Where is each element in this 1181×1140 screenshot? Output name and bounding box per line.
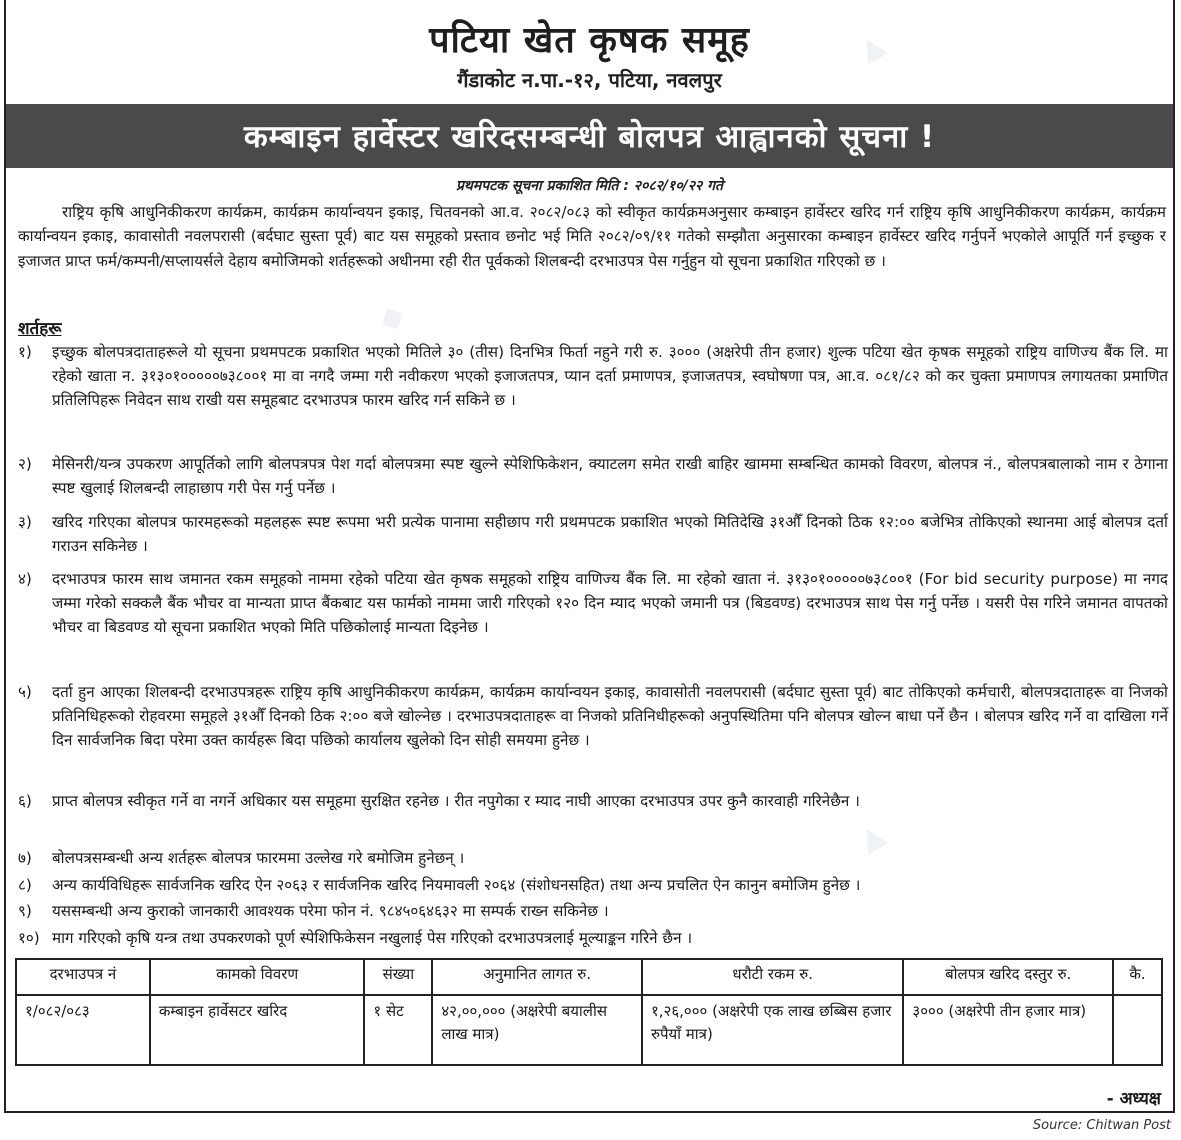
- table-cell: ३००० (अक्षरेपी तीन हजार मात्र): [903, 995, 1113, 1065]
- publish-date-line: प्रथमपटक सूचना प्रकाशित मिति : २०८२/१०/२२ गते: [455, 178, 724, 194]
- term-item: [18, 452, 1168, 500]
- term-item: [18, 899, 1168, 923]
- term-item: [18, 510, 1168, 558]
- term-text: मेसिनरी/यन्त्र उपकरण आपूर्तिको लागि बोलपत्रपत्र पेश गर्दा बोलपत्रमा स्पष्ट खुल्ने स्पेशिफिकेशन, क्याटलग समेत राखी बाहिर खाममा सम्बन्धित कामको विवरण, बोलपत्र नं., बोलपत्रबालाको नाम र ठेगाना स्पष्ट खुलाई शिलबन्दी लाहाछाप गरी पेस गर्नु पर्नेछ ।: [52, 455, 1168, 498]
- term-text: माग गरिएको कृषि यन्त्र तथा उपकरणको पूर्ण स्पेशिफिकेसन नखुलाई पेस गरिएको दरभाउपत्रलाई मूल्याङ्कन गरिने छैन ।: [52, 929, 693, 947]
- term-number: १): [18, 343, 32, 361]
- watermark-shape: ▲: [852, 816, 891, 859]
- source-credit: Source: Chitwan Post: [1032, 1118, 1171, 1133]
- term-text: प्राप्त बोलपत्र स्वीकृत गर्ने वा नगर्ने अधिकार यस समूहमा सुरक्षित रहनेछ । रीत नपुगेका र म्याद नाघी आएका दरभाउपत्र उपर कुनै कारवाही गरिनेछैन ।: [52, 792, 860, 810]
- column-header: अनुमानित लागत रु.: [432, 959, 642, 995]
- term-item: [18, 926, 1168, 950]
- table-cell: १/०८२/०८३: [16, 995, 150, 1065]
- term-text: अन्य कार्यविधिहरू सार्वजनिक खरिद ऐन २०६३ र सार्वजनिक खरिद नियमावली २०६४ (संशोधनसहित) तथा अन्य प्रचलित ऐन कानुन बमोजिम हुनेछ ।: [52, 876, 861, 894]
- notice-frame: [4, 0, 1175, 1113]
- term-item: [18, 567, 1168, 640]
- term-number: ४): [18, 570, 32, 588]
- table-header-row: [16, 959, 1162, 995]
- term-number: ९): [18, 902, 32, 920]
- term-number: २): [18, 455, 32, 473]
- org-name: पटिया खेत कृषक समूह: [429, 20, 750, 61]
- table-cell: ४२,००,००० (अक्षरेपी बयालीस लाख मात्र): [432, 995, 642, 1065]
- term-number: ८): [18, 876, 32, 894]
- terms-heading: शर्तहरू: [18, 319, 62, 339]
- term-text: दरभाउपत्र फारम साथ जमानत रकम समूहको नाममा रहेको पटिया खेत कृषक समूहको राष्ट्रिय वाणिज्य बैंक लि. मा रहेको खाता नं. ३१३०१०००००७३८००१ (For bid security purpose) मा नगद जम्मा गरेको सक्कलै बैंक भौचर वा मान्यता प्राप्त बैंकबाट यस फार्मको नाममा जारी गरिएको १२० दिन म्याद भएको जमानी पत्र (बिडवण्ड) दरभाउपत्र साथ पेस गर्नु पर्नेछ । यसरी पेस गरिने जमानत वापतको भौचर वा बिडवण्ड यो सूचना प्रकाशित भएको मिति पछिकोलाई मान्यता दिइनेछ ।: [52, 570, 1168, 637]
- term-number: ७): [18, 849, 32, 867]
- table-cell: [1113, 995, 1162, 1065]
- term-item: [18, 873, 1168, 897]
- column-header: धरौटी रकम रु.: [642, 959, 903, 995]
- column-header: कामको विवरण: [150, 959, 365, 995]
- column-header: बोलपत्र खरिद दस्तुर रु.: [903, 959, 1113, 995]
- watermark-shape: ▲: [852, 26, 891, 69]
- term-text: खरिद गरिएका बोलपत्र फारमहरूको महलहरू स्पष्ट रूपमा भरी प्रत्येक पानामा सहीछाप गरी प्रथमपटक प्रकाशित भएको मितिदेखि ३१औँ दिनको ठिक १२:०० बजेभित्र तोकिएको स्थानमा आई बोलपत्र दर्ता गराउन सकिनेछ ।: [52, 513, 1168, 556]
- term-item: [18, 680, 1168, 753]
- table-cell: १,२६,००० (अक्षरेपी एक लाख छब्बिस हजार रुपैयाँ मात्र): [642, 995, 903, 1065]
- org-address: गैंडाकोट न.पा.-१२, पटिया, नवलपुर: [457, 68, 722, 92]
- term-number: १०): [18, 929, 40, 947]
- term-item: [18, 340, 1168, 413]
- column-header: दरभाउपत्र नं: [16, 959, 150, 995]
- notice-title: कम्बाइन हार्वेस्टर खरिदसम्बन्धी बोलपत्र आह्वानको सूचना !: [243, 119, 936, 155]
- term-text: इच्छुक बोलपत्रदाताहरूले यो सूचना प्रथमपटक प्रकाशित भएको मितिले ३० (तीस) दिनभित्र फिर्ता नहुने गरी रु. ३००० (अक्षरेपी तीन हजार) शुल्क पटिया खेत कृषक समूहको राष्ट्रिय वाणिज्य बैंक लि. मा रहेको खाता न. ३१३०१०००००७३८००१ मा वा नगदै जम्मा गरी नवीकरण भएको इजाजतपत्र, प्यान दर्ता प्रमाणपत्र, इजाजतपत्र, स्वघोषणा पत्र, आ.व. ०८१/८२ को कर चुक्ता प्रमाणपत्र लगायतका प्रमाणित प्रतिलिपिहरू निवेदन साथ राखी यस समूहबाट दरभाउपत्र फारम खरिद गर्न सकिने छ ।: [52, 343, 1168, 410]
- term-number: ५): [18, 683, 32, 701]
- term-text: यससम्बन्धी अन्य कुराको जानकारी आवश्यक परेमा फोन नं. ९८४५०६४६३२ मा सम्पर्क राख्न सकिनेछ ।: [52, 902, 609, 920]
- table-cell: १ सेट: [364, 995, 432, 1065]
- table-row: [16, 995, 1162, 1065]
- bid-table: [15, 958, 1163, 1066]
- term-text: दर्ता हुन आएका शिलबन्दी दरभाउपत्रहरू राष्ट्रिय कृषि आधुनिकीकरण कार्यक्रम, कार्यक्रम कार्यान्वयन इकाइ, कावासोती नवलपरासी (बर्दघाट सुस्ता पूर्व) बाट तोकिएको कर्मचारी, बोलपत्रदाताहरू वा निजको प्रतिनिधिहरूको रोहवरमा समूहले ३१औँ दिनको ठिक २:०० बजे खोल्नेछ । दरभाउपत्रदाताहरू वा निजको प्रतिनिधीहरूको अनुपस्थितिमा पनि बोलपत्र खोल्न बाधा पर्ने छैन । बोलपत्र खरिद गर्ने वा दाखिला गर्ने दिन सार्वजनिक बिदा परेमा उक्त कार्यहरू बिदा पछिको कार्यालय खुलेको दिन सोही समयमा हुनेछ ।: [52, 683, 1168, 750]
- term-number: ३): [18, 513, 32, 531]
- term-text: बोलपत्रसम्बन्धी अन्य शर्तहरू बोलपत्र फारममा उल्लेख गरे बमोजिम हुनेछन् ।: [52, 849, 465, 867]
- term-item: [18, 846, 1168, 870]
- table-cell: कम्बाइन हार्वेसटर खरिद: [150, 995, 365, 1065]
- intro-paragraph: राष्ट्रिय कृषि आधुनिकीकरण कार्यक्रम, कार्यक्रम कार्यान्वयन इकाइ, चितवनको आ.व. २०८२/०८३ को स्वीकृत कार्यक्रमअनुसार कम्बाइन हार्वेस्टर खरिद गर्न राष्ट्रिय कृषि आधुनिकीकरण कार्यक्रम, कार्यक्रम कार्यान्वयन इकाइ, कावासोती नवलपरासी (बर्दघाट सुस्ता पूर्व) बाट यस समूहको प्रस्ताव छनोट भई मिति २०८२/०९/११ गतेको सम्झौता अनुसारका कम्बाइन हार्वेस्टर खरिद गर्नुपर्ने भएकोले आपूर्ति गर्न इच्छुक र इजाजत प्राप्त फर्म/कम्पनी/सप्लायर्सले देहाय बमोजिमको शर्तहरूको अधीनमा रही रीत पूर्वकको शिलबन्दी दरभाउपत्र पेस गर्नुहुन यो सूचना प्रकाशित गरिएको छ ।: [18, 203, 1166, 270]
- signature: - अध्यक्ष: [1106, 1089, 1161, 1109]
- column-header: संख्या: [364, 959, 432, 995]
- column-header: कै.: [1113, 959, 1162, 995]
- term-item: [18, 789, 1168, 813]
- watermark-shape: ◆: [372, 296, 411, 339]
- title-band: [6, 104, 1173, 168]
- term-number: ६): [18, 792, 32, 810]
